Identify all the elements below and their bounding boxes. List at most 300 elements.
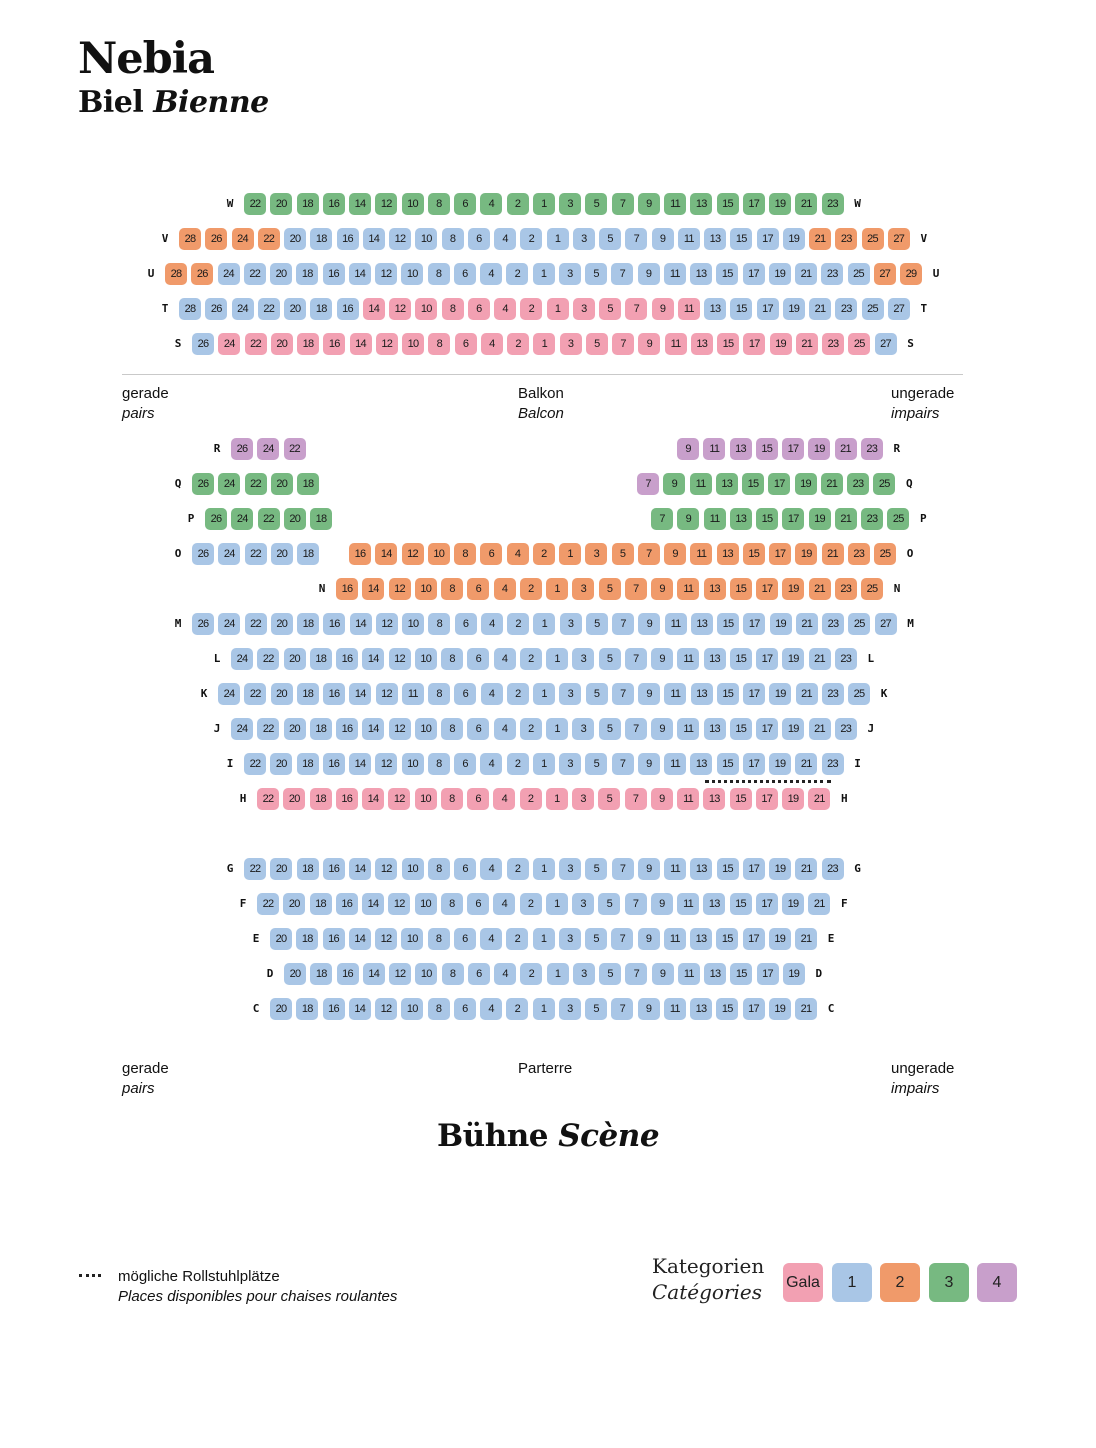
seat-O-15[interactable]: 15 xyxy=(743,543,765,565)
seat-V-28[interactable]: 28 xyxy=(179,228,201,250)
seat-V-14[interactable]: 14 xyxy=(363,228,385,250)
seat-G-8[interactable]: 8 xyxy=(428,858,450,880)
seat-G-2[interactable]: 2 xyxy=(507,858,529,880)
seat-S-21[interactable]: 21 xyxy=(796,333,818,355)
seat-L-12[interactable]: 12 xyxy=(389,648,411,670)
seat-O-21[interactable]: 21 xyxy=(822,543,844,565)
seat-W-21[interactable]: 21 xyxy=(795,193,817,215)
seat-I-4[interactable]: 4 xyxy=(480,753,502,775)
seat-Q-23[interactable]: 23 xyxy=(847,473,869,495)
seat-S-17[interactable]: 17 xyxy=(743,333,765,355)
seat-T-26[interactable]: 26 xyxy=(205,298,227,320)
seat-M-6[interactable]: 6 xyxy=(455,613,477,635)
seat-P-15[interactable]: 15 xyxy=(756,508,778,530)
seat-M-7[interactable]: 7 xyxy=(612,613,634,635)
seat-D-1[interactable]: 1 xyxy=(547,963,569,985)
seat-K-9[interactable]: 9 xyxy=(638,683,660,705)
seat-J-1[interactable]: 1 xyxy=(546,718,568,740)
seat-W-23[interactable]: 23 xyxy=(822,193,844,215)
seat-I-2[interactable]: 2 xyxy=(507,753,529,775)
seat-L-20[interactable]: 20 xyxy=(284,648,306,670)
seat-V-18[interactable]: 18 xyxy=(310,228,332,250)
seat-F-2[interactable]: 2 xyxy=(520,893,542,915)
seat-D-14[interactable]: 14 xyxy=(363,963,385,985)
seat-W-8[interactable]: 8 xyxy=(428,193,450,215)
seat-M-5[interactable]: 5 xyxy=(586,613,608,635)
seat-Q-24[interactable]: 24 xyxy=(218,473,240,495)
seat-O-8[interactable]: 8 xyxy=(454,543,476,565)
seat-I-12[interactable]: 12 xyxy=(375,753,397,775)
seat-E-6[interactable]: 6 xyxy=(454,928,476,950)
seat-J-3[interactable]: 3 xyxy=(572,718,594,740)
seat-H-10[interactable]: 10 xyxy=(415,788,437,810)
seat-D-17[interactable]: 17 xyxy=(757,963,779,985)
seat-G-18[interactable]: 18 xyxy=(297,858,319,880)
seat-T-28[interactable]: 28 xyxy=(179,298,201,320)
seat-W-5[interactable]: 5 xyxy=(585,193,607,215)
seat-W-2[interactable]: 2 xyxy=(507,193,529,215)
seat-K-6[interactable]: 6 xyxy=(454,683,476,705)
seat-J-15[interactable]: 15 xyxy=(730,718,752,740)
seat-H-4[interactable]: 4 xyxy=(493,788,515,810)
seat-M-3[interactable]: 3 xyxy=(560,613,582,635)
seat-F-10[interactable]: 10 xyxy=(415,893,437,915)
seat-P-23[interactable]: 23 xyxy=(861,508,883,530)
seat-C-20[interactable]: 20 xyxy=(270,998,292,1020)
seat-T-5[interactable]: 5 xyxy=(599,298,621,320)
seat-J-21[interactable]: 21 xyxy=(809,718,831,740)
seat-T-17[interactable]: 17 xyxy=(757,298,779,320)
seat-C-21[interactable]: 21 xyxy=(795,998,817,1020)
seat-U-22[interactable]: 22 xyxy=(244,263,266,285)
seat-H-3[interactable]: 3 xyxy=(572,788,594,810)
seat-D-18[interactable]: 18 xyxy=(310,963,332,985)
seat-U-3[interactable]: 3 xyxy=(559,263,581,285)
seat-S-18[interactable]: 18 xyxy=(297,333,319,355)
seat-C-8[interactable]: 8 xyxy=(428,998,450,1020)
seat-V-13[interactable]: 13 xyxy=(704,228,726,250)
seat-W-9[interactable]: 9 xyxy=(638,193,660,215)
seat-S-11[interactable]: 11 xyxy=(665,333,687,355)
seat-W-22[interactable]: 22 xyxy=(244,193,266,215)
seat-M-26[interactable]: 26 xyxy=(192,613,214,635)
seat-F-20[interactable]: 20 xyxy=(283,893,305,915)
seat-U-9[interactable]: 9 xyxy=(638,263,660,285)
seat-V-22[interactable]: 22 xyxy=(258,228,280,250)
seat-W-18[interactable]: 18 xyxy=(297,193,319,215)
seat-G-14[interactable]: 14 xyxy=(349,858,371,880)
seat-J-12[interactable]: 12 xyxy=(389,718,411,740)
seat-D-11[interactable]: 11 xyxy=(678,963,700,985)
seat-K-25[interactable]: 25 xyxy=(848,683,870,705)
seat-R-15[interactable]: 15 xyxy=(756,438,778,460)
seat-I-23[interactable]: 23 xyxy=(822,753,844,775)
seat-P-21[interactable]: 21 xyxy=(835,508,857,530)
seat-S-20[interactable]: 20 xyxy=(271,333,293,355)
seat-H-8[interactable]: 8 xyxy=(441,788,463,810)
seat-N-4[interactable]: 4 xyxy=(494,578,516,600)
seat-L-21[interactable]: 21 xyxy=(809,648,831,670)
seat-T-11[interactable]: 11 xyxy=(678,298,700,320)
seat-I-7[interactable]: 7 xyxy=(612,753,634,775)
seat-L-22[interactable]: 22 xyxy=(257,648,279,670)
seat-T-21[interactable]: 21 xyxy=(809,298,831,320)
seat-U-12[interactable]: 12 xyxy=(375,263,397,285)
seat-O-6[interactable]: 6 xyxy=(480,543,502,565)
seat-L-14[interactable]: 14 xyxy=(362,648,384,670)
seat-K-19[interactable]: 19 xyxy=(769,683,791,705)
seat-K-22[interactable]: 22 xyxy=(244,683,266,705)
seat-F-14[interactable]: 14 xyxy=(362,893,384,915)
seat-F-13[interactable]: 13 xyxy=(703,893,725,915)
seat-N-14[interactable]: 14 xyxy=(362,578,384,600)
seat-M-9[interactable]: 9 xyxy=(638,613,660,635)
seat-H-14[interactable]: 14 xyxy=(362,788,384,810)
seat-N-7[interactable]: 7 xyxy=(625,578,647,600)
seat-W-1[interactable]: 1 xyxy=(533,193,555,215)
seat-K-11[interactable]: 11 xyxy=(402,683,424,705)
seat-K-2[interactable]: 2 xyxy=(507,683,529,705)
seat-G-22[interactable]: 22 xyxy=(244,858,266,880)
seat-J-16[interactable]: 16 xyxy=(336,718,358,740)
seat-U-23[interactable]: 23 xyxy=(821,263,843,285)
seat-H-13[interactable]: 13 xyxy=(703,788,725,810)
seat-I-11[interactable]: 11 xyxy=(664,753,686,775)
seat-K-3[interactable]: 3 xyxy=(559,683,581,705)
seat-S-9[interactable]: 9 xyxy=(638,333,660,355)
seat-D-20[interactable]: 20 xyxy=(284,963,306,985)
seat-F-19[interactable]: 19 xyxy=(782,893,804,915)
seat-R-21[interactable]: 21 xyxy=(835,438,857,460)
seat-I-10[interactable]: 10 xyxy=(402,753,424,775)
seat-U-24[interactable]: 24 xyxy=(218,263,240,285)
seat-M-8[interactable]: 8 xyxy=(428,613,450,635)
seat-R-9[interactable]: 9 xyxy=(677,438,699,460)
seat-M-17[interactable]: 17 xyxy=(743,613,765,635)
seat-E-18[interactable]: 18 xyxy=(296,928,318,950)
seat-T-2[interactable]: 2 xyxy=(520,298,542,320)
seat-E-5[interactable]: 5 xyxy=(585,928,607,950)
seat-V-20[interactable]: 20 xyxy=(284,228,306,250)
seat-O-2[interactable]: 2 xyxy=(533,543,555,565)
seat-O-19[interactable]: 19 xyxy=(795,543,817,565)
seat-W-4[interactable]: 4 xyxy=(480,193,502,215)
seat-I-17[interactable]: 17 xyxy=(743,753,765,775)
seat-H-9[interactable]: 9 xyxy=(651,788,673,810)
seat-M-22[interactable]: 22 xyxy=(245,613,267,635)
seat-K-12[interactable]: 12 xyxy=(376,683,398,705)
seat-Q-18[interactable]: 18 xyxy=(297,473,319,495)
seat-V-2[interactable]: 2 xyxy=(520,228,542,250)
seat-P-13[interactable]: 13 xyxy=(730,508,752,530)
seat-E-8[interactable]: 8 xyxy=(428,928,450,950)
seat-N-16[interactable]: 16 xyxy=(336,578,358,600)
seat-E-2[interactable]: 2 xyxy=(506,928,528,950)
seat-H-11[interactable]: 11 xyxy=(677,788,699,810)
seat-F-9[interactable]: 9 xyxy=(651,893,673,915)
seat-Q-19[interactable]: 19 xyxy=(795,473,817,495)
seat-E-9[interactable]: 9 xyxy=(638,928,660,950)
seat-U-8[interactable]: 8 xyxy=(428,263,450,285)
seat-U-13[interactable]: 13 xyxy=(690,263,712,285)
seat-I-13[interactable]: 13 xyxy=(690,753,712,775)
seat-H-19[interactable]: 19 xyxy=(782,788,804,810)
seat-U-5[interactable]: 5 xyxy=(585,263,607,285)
seat-P-18[interactable]: 18 xyxy=(310,508,332,530)
seat-L-3[interactable]: 3 xyxy=(572,648,594,670)
seat-V-8[interactable]: 8 xyxy=(442,228,464,250)
seat-Q-9[interactable]: 9 xyxy=(663,473,685,495)
seat-N-19[interactable]: 19 xyxy=(782,578,804,600)
seat-I-14[interactable]: 14 xyxy=(349,753,371,775)
seat-W-15[interactable]: 15 xyxy=(717,193,739,215)
seat-S-16[interactable]: 16 xyxy=(323,333,345,355)
seat-D-8[interactable]: 8 xyxy=(442,963,464,985)
seat-J-18[interactable]: 18 xyxy=(310,718,332,740)
seat-L-4[interactable]: 4 xyxy=(494,648,516,670)
seat-V-6[interactable]: 6 xyxy=(468,228,490,250)
seat-L-18[interactable]: 18 xyxy=(310,648,332,670)
seat-Q-15[interactable]: 15 xyxy=(742,473,764,495)
seat-L-6[interactable]: 6 xyxy=(467,648,489,670)
seat-K-21[interactable]: 21 xyxy=(796,683,818,705)
seat-R-23[interactable]: 23 xyxy=(861,438,883,460)
seat-F-18[interactable]: 18 xyxy=(310,893,332,915)
seat-C-15[interactable]: 15 xyxy=(716,998,738,1020)
seat-T-13[interactable]: 13 xyxy=(704,298,726,320)
seat-K-18[interactable]: 18 xyxy=(297,683,319,705)
seat-V-23[interactable]: 23 xyxy=(835,228,857,250)
seat-W-12[interactable]: 12 xyxy=(375,193,397,215)
seat-U-4[interactable]: 4 xyxy=(480,263,502,285)
seat-R-13[interactable]: 13 xyxy=(730,438,752,460)
seat-W-20[interactable]: 20 xyxy=(270,193,292,215)
seat-V-5[interactable]: 5 xyxy=(599,228,621,250)
seat-M-25[interactable]: 25 xyxy=(848,613,870,635)
seat-I-16[interactable]: 16 xyxy=(323,753,345,775)
seat-U-21[interactable]: 21 xyxy=(795,263,817,285)
seat-L-5[interactable]: 5 xyxy=(599,648,621,670)
seat-E-17[interactable]: 17 xyxy=(743,928,765,950)
seat-H-20[interactable]: 20 xyxy=(283,788,305,810)
seat-U-6[interactable]: 6 xyxy=(454,263,476,285)
seat-N-23[interactable]: 23 xyxy=(835,578,857,600)
seat-K-16[interactable]: 16 xyxy=(323,683,345,705)
seat-C-1[interactable]: 1 xyxy=(533,998,555,1020)
seat-P-19[interactable]: 19 xyxy=(809,508,831,530)
seat-N-15[interactable]: 15 xyxy=(730,578,752,600)
seat-J-11[interactable]: 11 xyxy=(677,718,699,740)
seat-E-13[interactable]: 13 xyxy=(690,928,712,950)
seat-I-15[interactable]: 15 xyxy=(717,753,739,775)
seat-C-5[interactable]: 5 xyxy=(585,998,607,1020)
seat-D-13[interactable]: 13 xyxy=(704,963,726,985)
seat-M-13[interactable]: 13 xyxy=(691,613,713,635)
seat-N-9[interactable]: 9 xyxy=(651,578,673,600)
seat-T-25[interactable]: 25 xyxy=(862,298,884,320)
seat-U-26[interactable]: 26 xyxy=(191,263,213,285)
seat-D-9[interactable]: 9 xyxy=(652,963,674,985)
seat-O-13[interactable]: 13 xyxy=(717,543,739,565)
seat-G-3[interactable]: 3 xyxy=(559,858,581,880)
seat-U-2[interactable]: 2 xyxy=(506,263,528,285)
seat-E-4[interactable]: 4 xyxy=(480,928,502,950)
seat-C-2[interactable]: 2 xyxy=(506,998,528,1020)
seat-H-6[interactable]: 6 xyxy=(467,788,489,810)
seat-T-4[interactable]: 4 xyxy=(494,298,516,320)
seat-F-6[interactable]: 6 xyxy=(467,893,489,915)
seat-O-20[interactable]: 20 xyxy=(271,543,293,565)
seat-P-20[interactable]: 20 xyxy=(284,508,306,530)
seat-T-16[interactable]: 16 xyxy=(337,298,359,320)
seat-C-17[interactable]: 17 xyxy=(743,998,765,1020)
seat-G-20[interactable]: 20 xyxy=(270,858,292,880)
seat-J-13[interactable]: 13 xyxy=(704,718,726,740)
seat-S-14[interactable]: 14 xyxy=(350,333,372,355)
seat-D-6[interactable]: 6 xyxy=(468,963,490,985)
seat-L-13[interactable]: 13 xyxy=(704,648,726,670)
seat-P-11[interactable]: 11 xyxy=(704,508,726,530)
seat-I-5[interactable]: 5 xyxy=(585,753,607,775)
seat-V-7[interactable]: 7 xyxy=(625,228,647,250)
seat-U-15[interactable]: 15 xyxy=(716,263,738,285)
seat-O-26[interactable]: 26 xyxy=(192,543,214,565)
seat-F-7[interactable]: 7 xyxy=(625,893,647,915)
seat-F-16[interactable]: 16 xyxy=(336,893,358,915)
seat-J-17[interactable]: 17 xyxy=(756,718,778,740)
seat-D-7[interactable]: 7 xyxy=(625,963,647,985)
seat-C-6[interactable]: 6 xyxy=(454,998,476,1020)
seat-H-7[interactable]: 7 xyxy=(625,788,647,810)
seat-W-11[interactable]: 11 xyxy=(664,193,686,215)
seat-V-4[interactable]: 4 xyxy=(494,228,516,250)
seat-O-12[interactable]: 12 xyxy=(402,543,424,565)
seat-L-9[interactable]: 9 xyxy=(651,648,673,670)
seat-Q-22[interactable]: 22 xyxy=(245,473,267,495)
seat-N-1[interactable]: 1 xyxy=(546,578,568,600)
seat-J-6[interactable]: 6 xyxy=(467,718,489,740)
seat-L-1[interactable]: 1 xyxy=(546,648,568,670)
seat-K-13[interactable]: 13 xyxy=(691,683,713,705)
seat-S-19[interactable]: 19 xyxy=(770,333,792,355)
seat-I-8[interactable]: 8 xyxy=(428,753,450,775)
seat-G-6[interactable]: 6 xyxy=(454,858,476,880)
seat-L-19[interactable]: 19 xyxy=(782,648,804,670)
seat-D-4[interactable]: 4 xyxy=(494,963,516,985)
seat-P-25[interactable]: 25 xyxy=(887,508,909,530)
seat-U-7[interactable]: 7 xyxy=(611,263,633,285)
seat-Q-17[interactable]: 17 xyxy=(768,473,790,495)
seat-M-10[interactable]: 10 xyxy=(402,613,424,635)
seat-U-28[interactable]: 28 xyxy=(165,263,187,285)
seat-O-17[interactable]: 17 xyxy=(769,543,791,565)
seat-O-3[interactable]: 3 xyxy=(585,543,607,565)
seat-S-2[interactable]: 2 xyxy=(507,333,529,355)
seat-V-25[interactable]: 25 xyxy=(862,228,884,250)
seat-L-17[interactable]: 17 xyxy=(756,648,778,670)
seat-N-6[interactable]: 6 xyxy=(467,578,489,600)
seat-T-8[interactable]: 8 xyxy=(442,298,464,320)
seat-J-24[interactable]: 24 xyxy=(231,718,253,740)
seat-N-10[interactable]: 10 xyxy=(415,578,437,600)
seat-T-19[interactable]: 19 xyxy=(783,298,805,320)
seat-J-10[interactable]: 10 xyxy=(415,718,437,740)
seat-J-5[interactable]: 5 xyxy=(599,718,621,740)
seat-T-14[interactable]: 14 xyxy=(363,298,385,320)
seat-S-1[interactable]: 1 xyxy=(533,333,555,355)
seat-N-21[interactable]: 21 xyxy=(809,578,831,600)
seat-F-5[interactable]: 5 xyxy=(598,893,620,915)
seat-O-16[interactable]: 16 xyxy=(349,543,371,565)
seat-V-9[interactable]: 9 xyxy=(652,228,674,250)
seat-E-7[interactable]: 7 xyxy=(611,928,633,950)
seat-W-3[interactable]: 3 xyxy=(559,193,581,215)
seat-L-10[interactable]: 10 xyxy=(415,648,437,670)
seat-V-24[interactable]: 24 xyxy=(232,228,254,250)
seat-G-15[interactable]: 15 xyxy=(717,858,739,880)
seat-U-17[interactable]: 17 xyxy=(743,263,765,285)
seat-N-8[interactable]: 8 xyxy=(441,578,463,600)
seat-W-7[interactable]: 7 xyxy=(612,193,634,215)
seat-G-5[interactable]: 5 xyxy=(585,858,607,880)
seat-O-4[interactable]: 4 xyxy=(507,543,529,565)
seat-M-4[interactable]: 4 xyxy=(481,613,503,635)
seat-O-5[interactable]: 5 xyxy=(612,543,634,565)
seat-G-21[interactable]: 21 xyxy=(795,858,817,880)
seat-N-11[interactable]: 11 xyxy=(677,578,699,600)
seat-S-10[interactable]: 10 xyxy=(402,333,424,355)
seat-T-20[interactable]: 20 xyxy=(284,298,306,320)
seat-F-8[interactable]: 8 xyxy=(441,893,463,915)
seat-K-17[interactable]: 17 xyxy=(743,683,765,705)
seat-P-7[interactable]: 7 xyxy=(651,508,673,530)
seat-M-16[interactable]: 16 xyxy=(323,613,345,635)
seat-U-18[interactable]: 18 xyxy=(296,263,318,285)
seat-N-3[interactable]: 3 xyxy=(572,578,594,600)
seat-S-26[interactable]: 26 xyxy=(192,333,214,355)
seat-M-11[interactable]: 11 xyxy=(665,613,687,635)
seat-K-5[interactable]: 5 xyxy=(586,683,608,705)
seat-M-27[interactable]: 27 xyxy=(875,613,897,635)
seat-C-16[interactable]: 16 xyxy=(323,998,345,1020)
seat-T-18[interactable]: 18 xyxy=(310,298,332,320)
seat-O-10[interactable]: 10 xyxy=(428,543,450,565)
seat-M-14[interactable]: 14 xyxy=(350,613,372,635)
seat-L-2[interactable]: 2 xyxy=(520,648,542,670)
seat-U-10[interactable]: 10 xyxy=(401,263,423,285)
seat-N-2[interactable]: 2 xyxy=(520,578,542,600)
seat-R-22[interactable]: 22 xyxy=(284,438,306,460)
seat-V-19[interactable]: 19 xyxy=(783,228,805,250)
seat-S-13[interactable]: 13 xyxy=(691,333,713,355)
seat-G-1[interactable]: 1 xyxy=(533,858,555,880)
seat-V-21[interactable]: 21 xyxy=(809,228,831,250)
seat-C-9[interactable]: 9 xyxy=(638,998,660,1020)
seat-M-19[interactable]: 19 xyxy=(770,613,792,635)
seat-O-7[interactable]: 7 xyxy=(638,543,660,565)
seat-F-11[interactable]: 11 xyxy=(677,893,699,915)
seat-L-7[interactable]: 7 xyxy=(625,648,647,670)
seat-O-11[interactable]: 11 xyxy=(690,543,712,565)
seat-M-24[interactable]: 24 xyxy=(218,613,240,635)
seat-I-19[interactable]: 19 xyxy=(769,753,791,775)
seat-S-25[interactable]: 25 xyxy=(848,333,870,355)
seat-M-1[interactable]: 1 xyxy=(533,613,555,635)
seat-Q-7[interactable]: 7 xyxy=(637,473,659,495)
seat-T-27[interactable]: 27 xyxy=(888,298,910,320)
seat-Q-26[interactable]: 26 xyxy=(192,473,214,495)
seat-H-15[interactable]: 15 xyxy=(730,788,752,810)
